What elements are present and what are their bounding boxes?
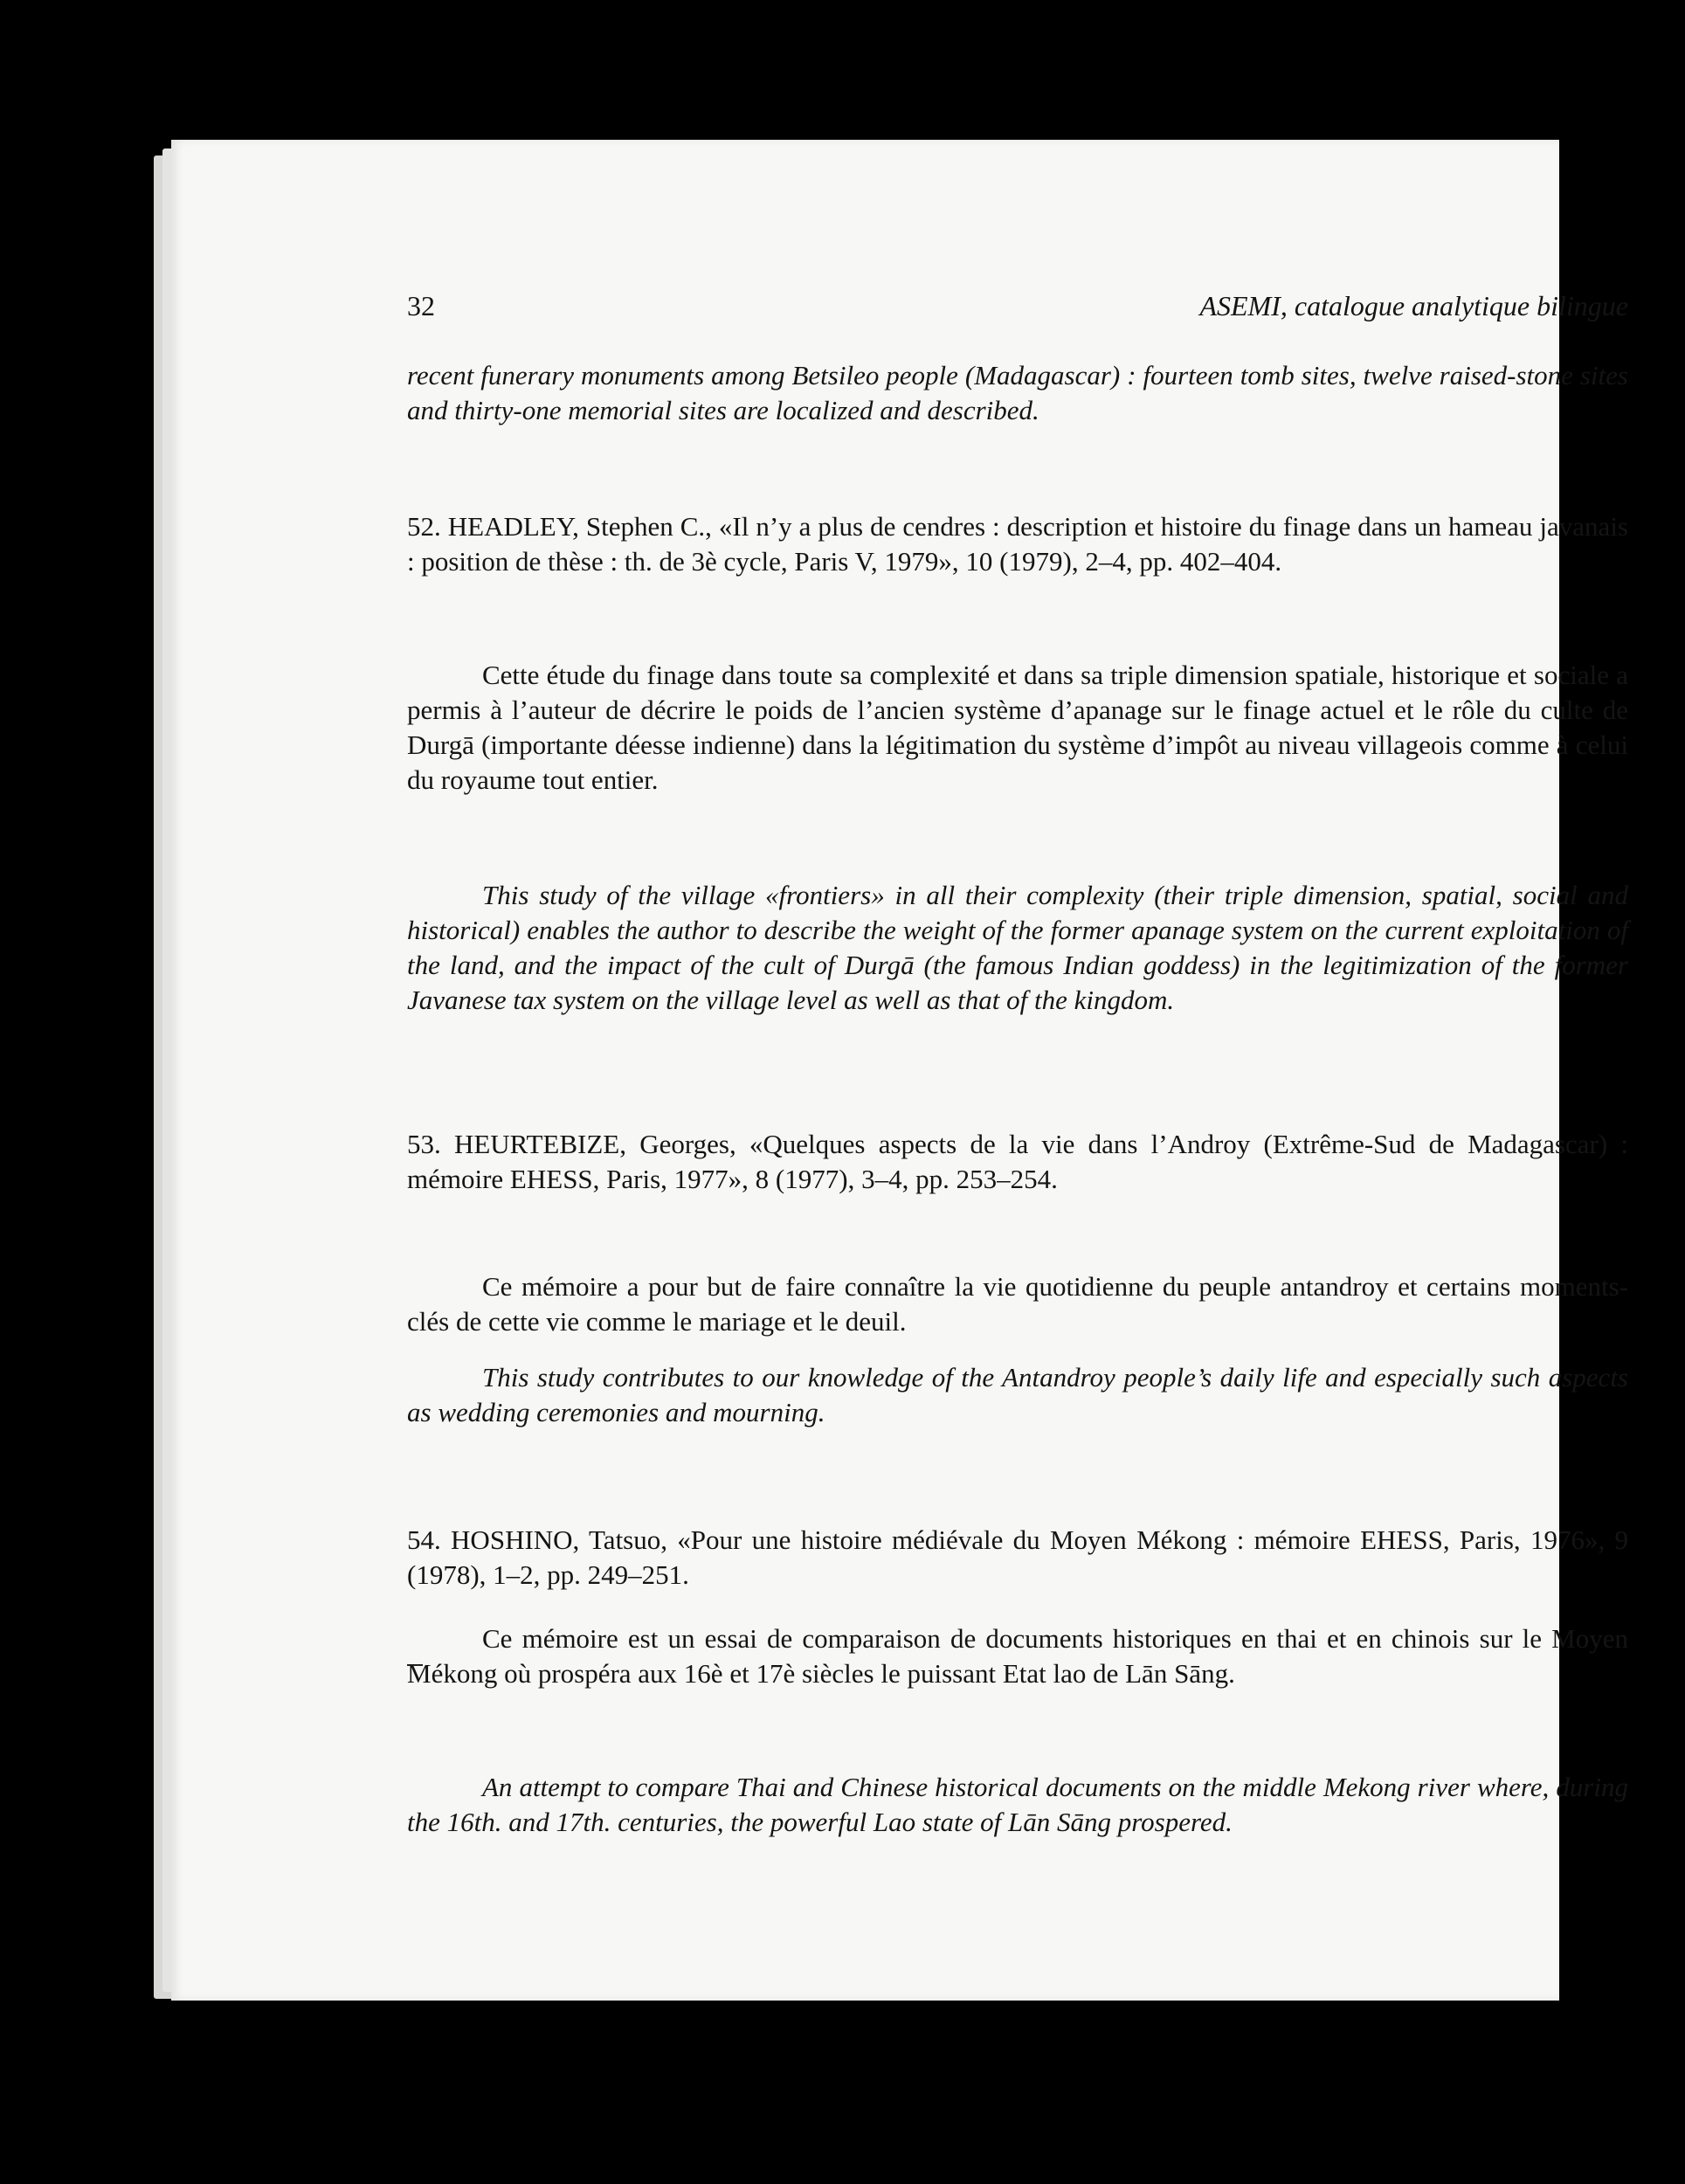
entry-53-english-summary: This study contributes to our knowledge of the Antandroy people’s daily life and especially such aspects as wedding ceremonies and mourning. — [407, 1362, 1628, 1427]
entry-52-french-summary: Cette étude du finage dans toute sa complexité et dans sa triple dimension spatiale, historique et sociale a permis à l’auteur de décrire le poids de l’ancien système d’apanage sur le finage actuel et le rôle du culte de Durgā (importante déesse indienne) dans la légitimation du système d’impôt au niveau villageois comme à celui du royaume tout entier. — [407, 660, 1628, 795]
entry-52-citation: 52. HEADLEY, Stephen C., «Il n’y a plus de cendres : description et histoire du finage dans un hameau javanais : position de thèse : th. de 3è cycle, Paris V, 1979», 10 (1979), 2–4, pp. 402–404. — [407, 511, 1628, 577]
entry-54-french-summary: Ce mémoire est un essai de comparaison de documents historiques en thai et en chinois sur le Moyen Mékong où prospéra aux 16è et 17è siècles le puissant Etat lao de Lān Sāng. — [407, 1623, 1628, 1689]
page-header — [407, 288, 1628, 323]
book-page — [171, 140, 1628, 2001]
running-title: ASEMI, catalogue analytique bilingue — [1199, 290, 1628, 321]
entry-52-english-summary: This study of the village «frontiers» in all their complexity (their triple dimension, spatial, social and historical) enables the author to describe the weight of the former apanage system on the current exploitation of the land, and the impact of the cult of Durgā (the famous Indian goddess) in the legitimization of the former Javanese tax system on the village level as well as that of the kingdom. — [407, 880, 1628, 1015]
entry-54-english-summary: An attempt to compare Thai and Chinese historical documents on the middle Mekong river where, during the 16th. and 17th. centuries, the powerful Lao state of Lān Sāng prospered. — [407, 1772, 1628, 1837]
entry-54-citation: 54. HOSHINO, Tatsuo, «Pour une histoire médiévale du Moyen Mékong : mémoire EHESS, Paris, 1976», 9 (1978), 1–2, pp. 249–251. — [407, 1524, 1628, 1590]
entry-53-citation: 53. HEURTEBIZE, Georges, «Quelques aspects de la vie dans l’Androy (Extrême-Sud de Madagascar) : mémoire EHESS, Paris, 1977», 8 (1977), 3–4, pp. 253–254. — [407, 1129, 1628, 1194]
entry-53-french-summary: Ce mémoire a pour but de faire connaître la vie quotidienne du peuple antandroy et certains moments-clés de cette vie comme le mariage et le deuil. — [407, 1271, 1628, 1337]
page-number: 32 — [407, 290, 435, 321]
continued-english-summary: recent funerary monuments among Betsileo people (Madagascar) : fourteen tomb sites, twelve raised-stone sites and thirty-one memorial sites are localized and described. — [407, 360, 1628, 425]
